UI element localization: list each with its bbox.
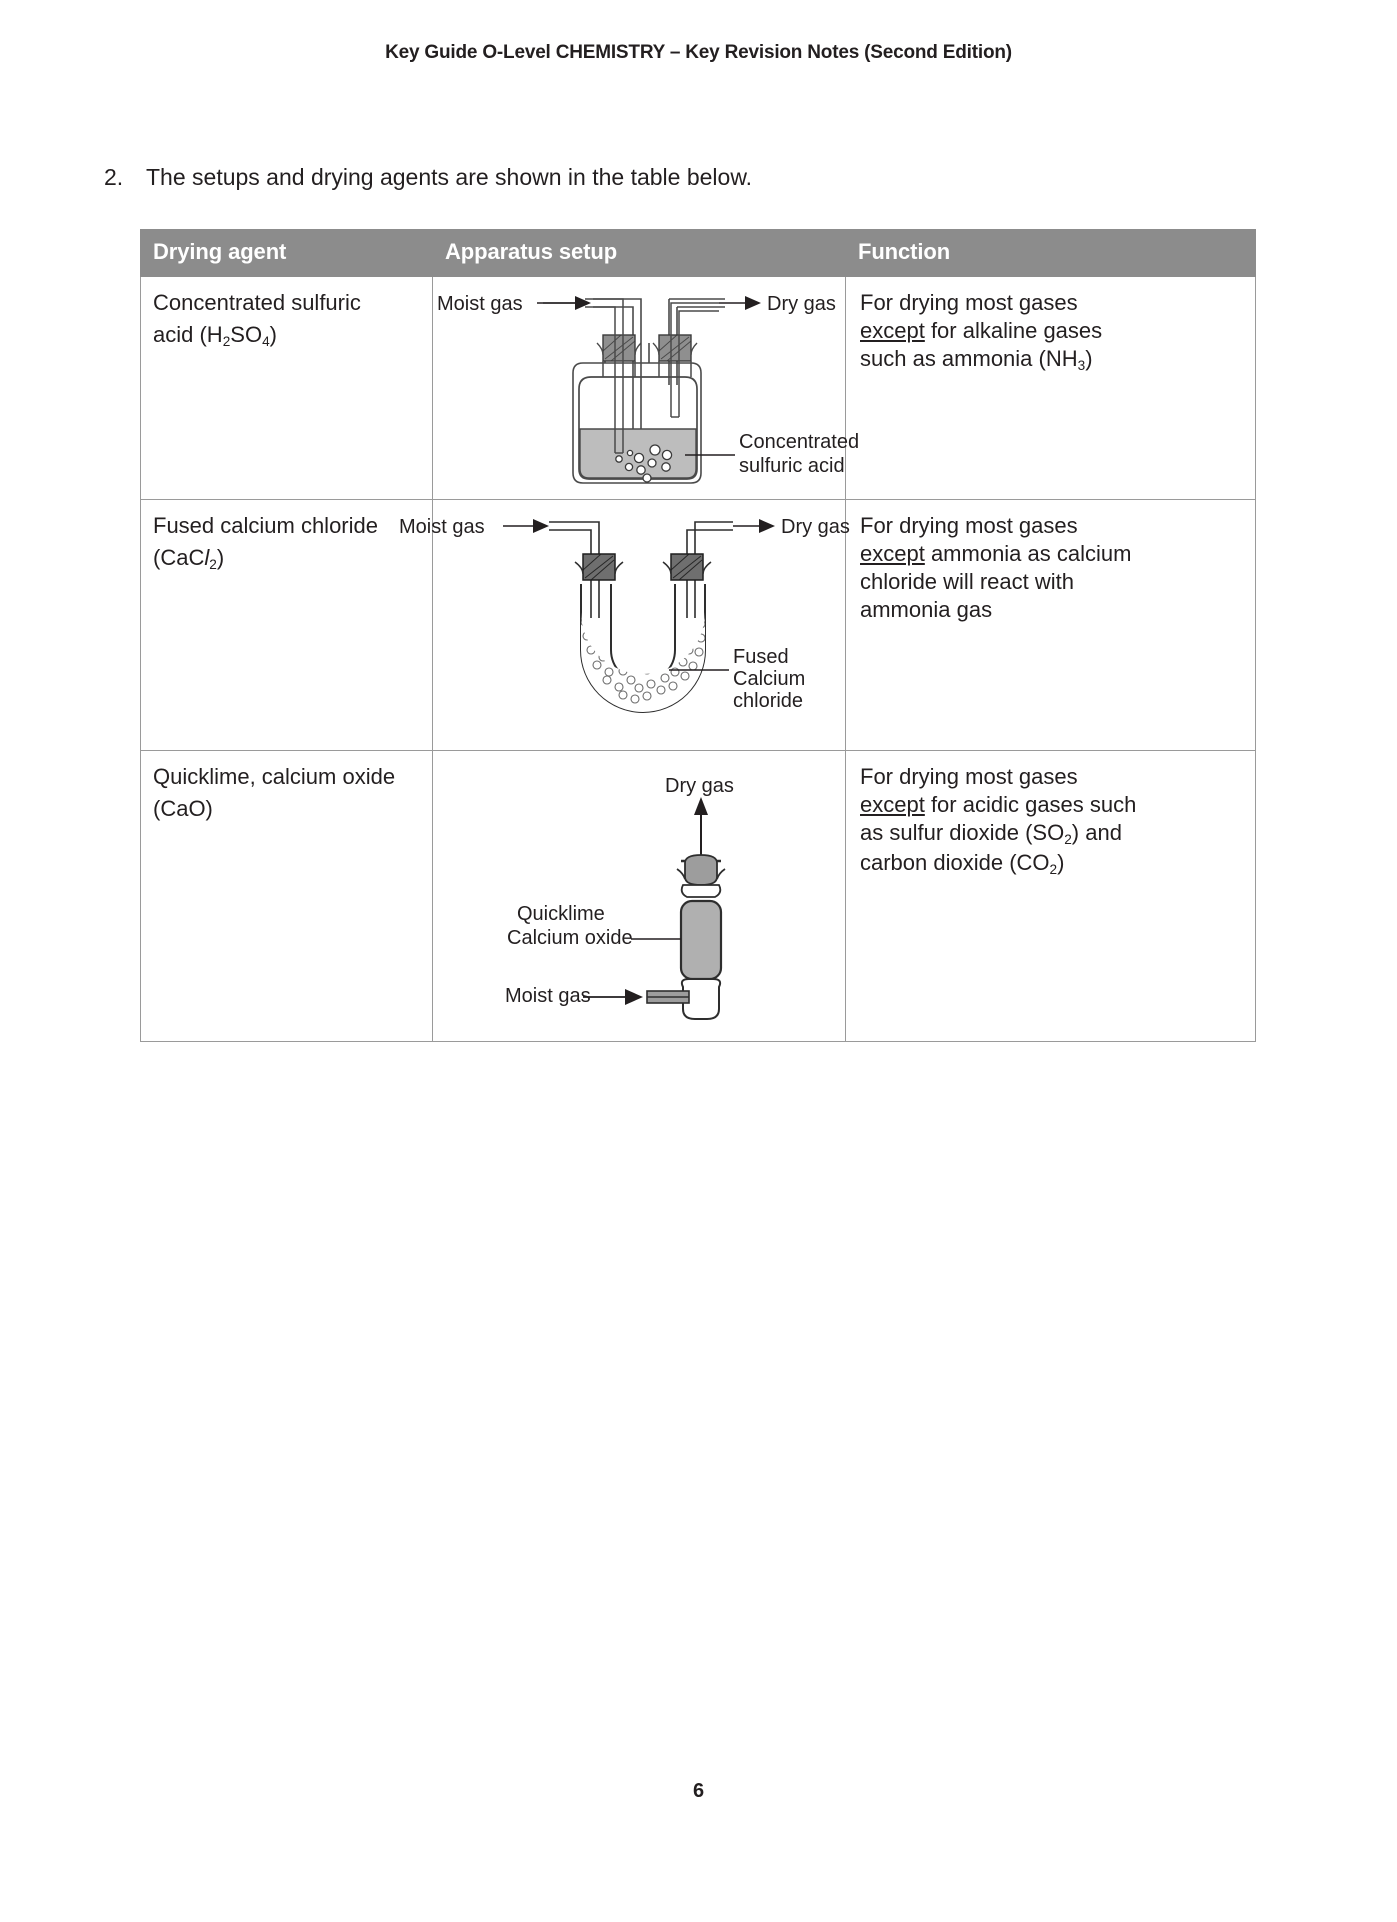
label-dry-gas-3: Dry gas: [665, 775, 734, 797]
emphasis-except: except: [860, 318, 925, 344]
function-line-4: ammonia gas: [860, 597, 993, 623]
table-row: [141, 500, 1256, 751]
label-contents-3-line2: Calcium oxide: [507, 927, 633, 949]
label-contents-1-line1: Concentrated: [739, 431, 860, 453]
table-row: [141, 751, 1256, 1042]
cell-apparatus-setup-1: [433, 277, 860, 500]
function-line-3: chloride will react with: [860, 569, 1074, 595]
agent-formula-line: (CaO): [153, 796, 213, 822]
tower-cap: [677, 855, 725, 897]
agent-name-line-1: Concentrated sulfuric: [153, 290, 361, 315]
function-line-2: except ammonia as calcium: [860, 541, 1132, 567]
running-header: Key Guide O-Level CHEMISTRY – Key Revision Notes (Second Edition): [385, 42, 1012, 63]
cell-drying-agent-1: [141, 277, 433, 500]
question-block: [104, 164, 1104, 191]
diagram-drechsel-bottle: [433, 277, 860, 499]
label-dry-gas-2: Dry gas: [781, 516, 850, 538]
diagram-u-tube: [399, 500, 850, 750]
column-header-apparatus-setup: Apparatus setup: [433, 230, 846, 277]
page-number: 6: [692, 1780, 705, 1802]
label-moist-gas-3: Moist gas: [505, 985, 591, 1007]
stopper-left: [597, 335, 641, 361]
column-header-drying-agent: Drying agent: [141, 230, 433, 277]
cell-function-1: [846, 277, 1256, 500]
stopper-right: [653, 335, 697, 361]
column-header-function: Function: [846, 230, 1256, 277]
inlet-pipe-3: [647, 991, 689, 1003]
arrow-outlet: [719, 296, 761, 310]
question-number: 2.: [104, 164, 124, 190]
function-line-1: For drying most gases: [860, 764, 1078, 789]
drying-tower-svg: [433, 751, 846, 1041]
cell-function-3: [846, 751, 1256, 1042]
function-line-4: carbon dioxide $(CO_2)$: [860, 849, 1065, 877]
label-contents-1-line2: sulfuric acid: [739, 455, 845, 477]
cell-apparatus-setup-2: [399, 500, 850, 751]
label-contents-2-line1: Fused: [733, 646, 789, 668]
cell-function-2: [846, 500, 1256, 751]
function-line-1: For drying most gases: [860, 513, 1078, 538]
function-line-2: except for alkaline gases: [860, 318, 1103, 344]
function-line-2: except for acidic gases such: [860, 792, 1137, 818]
emphasis-except: except: [860, 541, 925, 567]
label-contents-3-line1: Quicklime: [517, 903, 605, 925]
stopper-left-u: [575, 554, 623, 580]
cell-drying-agent-3: [141, 751, 433, 1042]
table-header-row: [141, 230, 1256, 277]
diagram-drying-tower: [433, 751, 845, 1041]
arrow-outlet-2: [733, 519, 775, 533]
label-contents-2-line2: Calcium: [733, 668, 806, 690]
arrow-inlet: [537, 296, 591, 310]
label-dry-gas-1: Dry gas: [767, 293, 836, 315]
tower-body-quicklime: [681, 901, 721, 979]
agent-name-line-1: Quicklime, calcium oxide: [153, 764, 396, 789]
fused-calcium-chloride-granules: [573, 596, 718, 730]
question-text: The setups and drying agents are shown in the table below.: [146, 164, 753, 190]
drying-agents-table: [140, 229, 1256, 1042]
cell-drying-agent-2: [141, 500, 433, 751]
stopper-right-u: [663, 554, 711, 580]
arrow-inlet-3: [583, 989, 643, 1005]
label-moist-gas-2: Moist gas: [399, 516, 485, 538]
cell-apparatus-setup-3: [433, 751, 846, 1042]
table-row: [141, 277, 1256, 500]
function-line-1: For drying most gases: [860, 290, 1078, 315]
agent-name-line-1: Fused calcium chloride: [153, 513, 378, 538]
label-moist-gas-1: Moist gas: [437, 293, 523, 315]
function-line-3: as sulfur dioxide $(SO_2)$ and: [860, 820, 1122, 848]
label-contents-2-line3: chloride: [733, 690, 804, 712]
emphasis-except: except: [860, 792, 925, 818]
arrow-inlet-2: [503, 519, 549, 533]
function-line-3: such as ammonia $(NH_3)$: [860, 346, 1093, 374]
agent-formula-line: acid $(H_2SO_4)$: [153, 322, 277, 349]
agent-formula-line: (CaCl$_2$): [153, 545, 225, 572]
